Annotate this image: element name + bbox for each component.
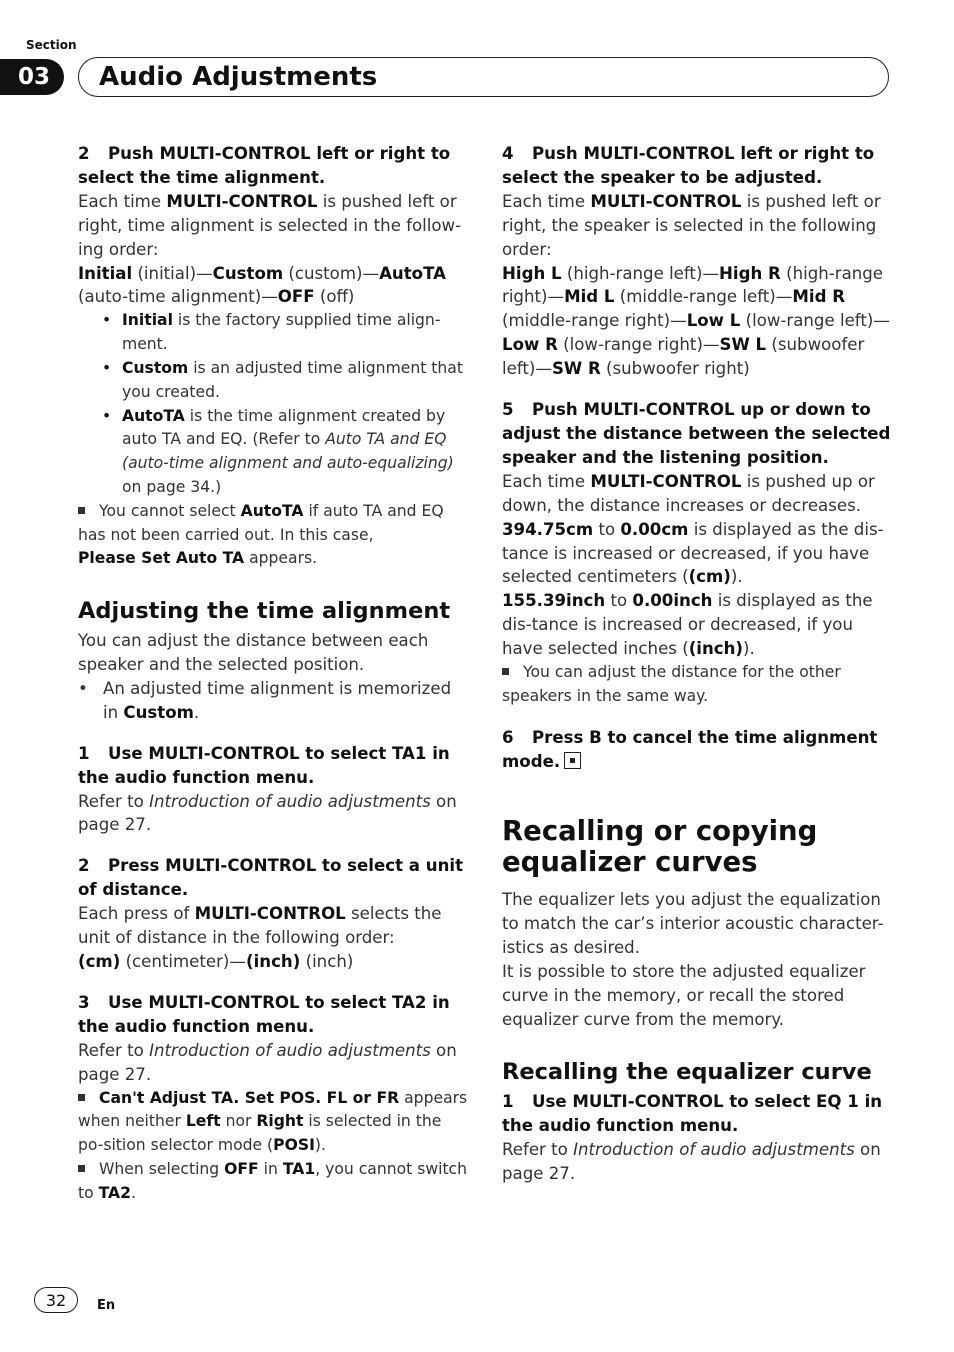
cm-range-text: 394.75cm to 0.00cm is displayed as the dis-tance is increased or decreased, if you have selected centimeters ((cm)). xyxy=(502,519,884,587)
step-heading: 2 Push MULTI-CONTROL left or right to select the time alignment. xyxy=(78,144,451,187)
alignment-order: Initial (initial)—Custom (custom)—AutoTA (auto-time alignment)—OFF (off) xyxy=(78,263,446,307)
step-heading: 3 Use MULTI-CONTROL to select TA2 in the audio function menu. xyxy=(78,992,450,1036)
speaker-order: High L (high-range left)—High R (high-range right)—Mid L (middle-range left)—Mid R (middle-range right)—Low L (low-range left)—Low R (low-range right)—SW L (subwoofer left)—SW R (subwoofer right) xyxy=(502,263,890,379)
step-heading: 1 Use MULTI-CONTROL to select TA1 in the audio function menu. xyxy=(78,743,450,787)
end-mark-icon xyxy=(564,752,581,769)
plain-bullets xyxy=(78,677,468,725)
language-label: En xyxy=(97,1298,116,1313)
step-body: Each time MULTI-CONTROL is pushed left or right, time alignment is selected in the follow-ing order: xyxy=(78,191,462,259)
step-body: Each time MULTI-CONTROL is pushed left or right, the speaker is selected in the following order: xyxy=(502,191,881,259)
note-square-icon xyxy=(78,507,85,514)
section-number-badge: 03 xyxy=(0,59,64,95)
unit-order: (cm) (centimeter)—(inch) (inch) xyxy=(78,951,354,971)
section-label: Section xyxy=(26,38,77,52)
step-heading: 6 Press B to cancel the time alignment mode. xyxy=(502,727,878,771)
step-heading: 4 Push MULTI-CONTROL left or right to select the speaker to be adjusted. xyxy=(502,144,875,187)
step-heading: 1 Use MULTI-CONTROL to select EQ 1 in the audio function menu. xyxy=(502,1091,883,1135)
note-square-icon xyxy=(78,1165,85,1172)
header-bar xyxy=(78,57,889,97)
page-number: 32 xyxy=(34,1287,78,1313)
paragraph: The equalizer lets you adjust the equalization to match the car’s interior acoustic character-istics as desired. xyxy=(502,890,884,958)
paragraph: It is possible to store the adjusted equalizer curve in the memory, or recall the stored equalizer curve from the memory. xyxy=(502,962,866,1029)
note: You cannot select AutoTA if auto TA and EQ has not been carried out. In this case, Please Set Auto TA appears. xyxy=(78,501,444,568)
inch-range-text: 155.39inch to 0.00inch is displayed as the dis-tance is increased or decreased, if you have selected inches ((inch)). xyxy=(502,591,873,659)
intro-text: You can adjust the distance between each speaker and the selected position. xyxy=(78,631,429,675)
section-heading: Adjusting the time alignment xyxy=(78,598,451,625)
step-body: Refer to Introduction of audio adjustments on page 27. xyxy=(78,1040,457,1084)
bullet-icon: • xyxy=(78,678,88,698)
alignment-bullets xyxy=(78,309,468,499)
right-column xyxy=(502,142,894,1186)
step-body: Each time MULTI-CONTROL is pushed up or down, the distance increases or decreases. xyxy=(502,471,875,515)
list-item: • An adjusted time alignment is memorized in Custom. xyxy=(78,678,452,722)
note-square-icon xyxy=(502,668,509,675)
list-item: • AutoTA is the time alignment created by auto TA and EQ. (Refer to Auto TA and EQ (auto-time alignment and auto-equalizing) on page 34.) xyxy=(102,406,454,496)
step-heading: 5 Push MULTI-CONTROL up or down to adjust the distance between the selected speaker and the listening position. xyxy=(502,400,891,467)
section-heading: Recalling the equalizer curve xyxy=(502,1058,872,1085)
note: You can adjust the distance for the other speakers in the same way. xyxy=(502,663,841,705)
note: When selecting OFF in TA1, you cannot switch to TA2. xyxy=(78,1159,468,1202)
page-title: Audio Adjustments xyxy=(99,62,378,92)
bullet-icon: • xyxy=(102,311,112,330)
note: Can't Adjust TA. Set POS. FL or FR appears when neither Left nor Right is selected in the po-sition selector mode (POSI). xyxy=(78,1088,468,1155)
left-column xyxy=(78,142,468,1206)
step-body: Refer to Introduction of audio adjustments on page 27. xyxy=(78,791,457,835)
chapter-heading: Recalling or copying equalizer curves xyxy=(502,815,818,879)
step-body: Refer to Introduction of audio adjustments on page 27. xyxy=(502,1139,881,1183)
step-heading: 2 Press MULTI-CONTROL to select a unit of distance. xyxy=(78,856,463,900)
list-item: • Custom is an adjusted time alignment that you created. xyxy=(102,358,463,401)
step-body: Each press of MULTI-CONTROL selects the unit of distance in the following order: xyxy=(78,904,442,948)
bullet-icon: • xyxy=(102,406,112,425)
list-item: • Initial is the factory supplied time align-ment. xyxy=(102,311,441,354)
bullet-icon: • xyxy=(102,358,112,377)
note-square-icon xyxy=(78,1094,85,1101)
